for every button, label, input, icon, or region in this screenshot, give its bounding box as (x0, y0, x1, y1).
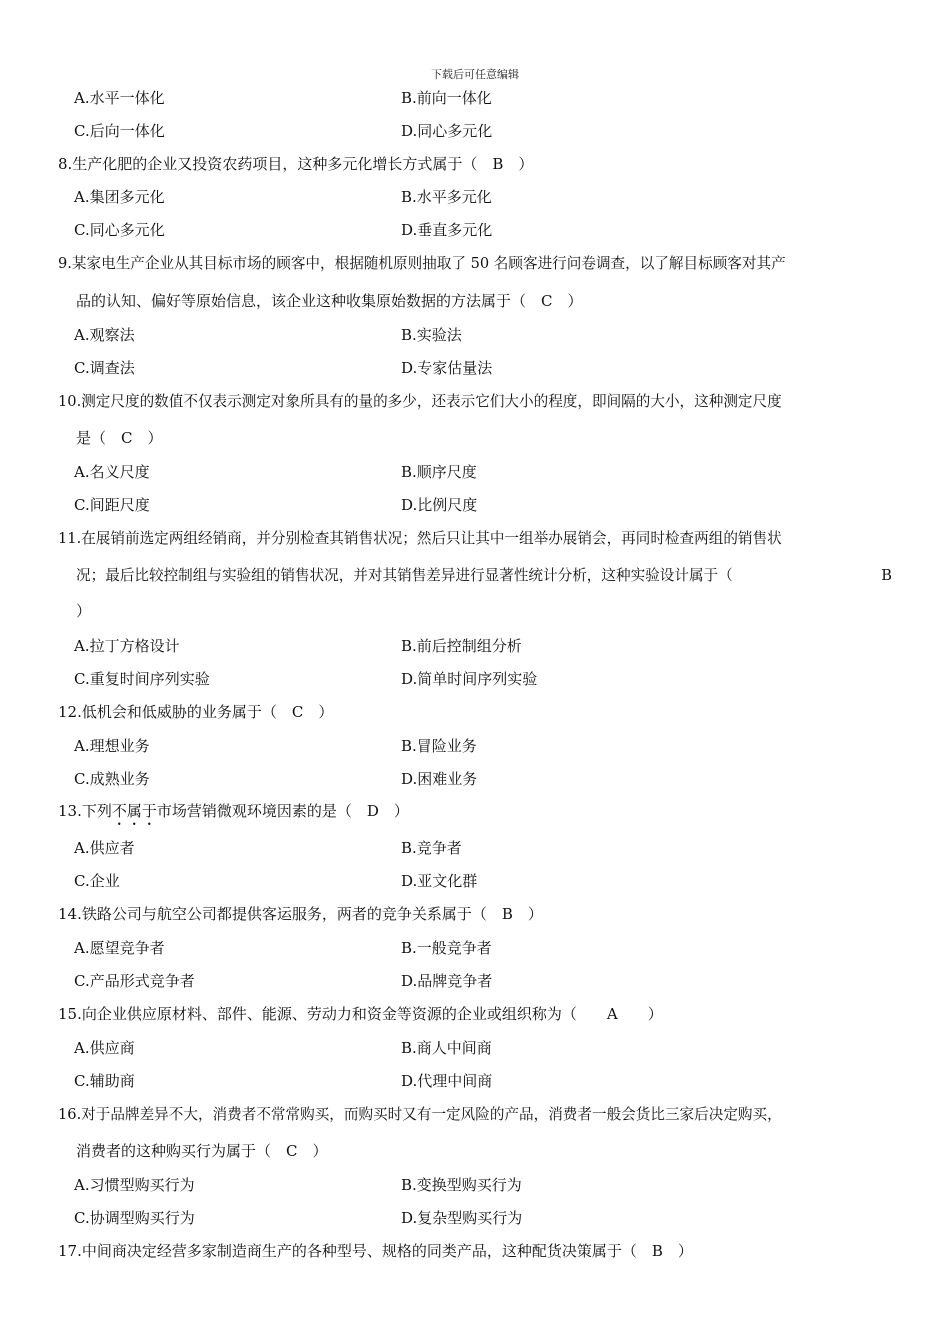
q15-option-c: C.辅助商 (74, 1072, 135, 1090)
q15-option-b: B.商人中间商 (401, 1039, 492, 1057)
q11-option-a: A.拉丁方格设计 (74, 637, 180, 655)
q16-option-a: A.习惯型购买行为 (74, 1176, 195, 1194)
q13-stem-emphasis: 不属于 (111, 802, 157, 820)
q11-option-c: C.重复时间序列实验 (74, 670, 210, 688)
q12-option-a: A.理想业务 (74, 737, 150, 755)
q16-option-c: C.协调型购买行为 (74, 1209, 195, 1227)
q11-stem-line2-text: 况；最后比较控制组与实验组的销售状况，并对其销售差异进行显著性统计分析，这种实验设计属于（ (76, 567, 733, 584)
q7-option-d: D.同心多元化 (401, 122, 493, 140)
q15-stem: 15.向企业供应原材料、部件、能源、劳动力和资金等资源的企业或组织称为（ A ） (58, 1005, 663, 1023)
q7-option-a: A.水平一体化 (74, 89, 165, 107)
q10-stem-line1: 10.测定尺度的数值不仅表示测定对象所具有的量的多少，还表示它们大小的程度，即间隔的大小，这种测定尺度 (58, 393, 782, 410)
q15-option-a: A.供应商 (74, 1039, 135, 1057)
page-header: 下载后可任意编辑 (431, 68, 519, 81)
q16-stem-line1: 16.对于品牌差异不大，消费者不常常购买，而购买时又有一定风险的产品，消费者一般会货比三家后决定购买， (58, 1106, 782, 1123)
q11-stem-line1: 11.在展销前选定两组经销商，并分别检查其销售状况；然后只让其中一组举办展销会，再同时检查两组的销售状 (58, 530, 782, 547)
q8-option-c: C.同心多元化 (74, 221, 165, 239)
q15-option-d: D.代理中间商 (401, 1072, 493, 1090)
q17-stem: 17.中间商决定经营多家制造商生产的各种型号、规格的同类产品，这种配货决策属于（ B ） (58, 1242, 693, 1260)
q9-stem-line2: 品的认知、偏好等原始信息，该企业这种收集原始数据的方法属于（ C ） (76, 292, 583, 310)
q7-option-c: C.后向一体化 (74, 122, 165, 140)
q12-option-d: D.困难业务 (401, 770, 478, 788)
q11-stem-line3: ） (76, 602, 92, 620)
q10-stem-line2: 是（ C ） (76, 429, 163, 447)
q13-option-d: D.亚文化群 (401, 872, 478, 890)
q10-option-b: B.顺序尺度 (401, 463, 477, 481)
q16-option-b: B.变换型购买行为 (401, 1176, 522, 1194)
q8-option-a: A.集团多元化 (74, 188, 165, 206)
q14-option-a: A.愿望竞争者 (74, 939, 165, 957)
q11-option-b: B.前后控制组分析 (401, 637, 522, 655)
q13-stem-pre: 13.下列 (58, 802, 112, 820)
q9-option-d: D.专家估量法 (401, 359, 493, 377)
q9-option-a: A.观察法 (74, 326, 135, 344)
q13-option-b: B.竞争者 (401, 839, 462, 857)
q10-option-d: D.比例尺度 (401, 496, 478, 514)
q12-option-b: B.冒险业务 (401, 737, 477, 755)
q11-option-d: D.简单时间序列实验 (401, 670, 538, 688)
q14-stem: 14.铁路公司与航空公司都提供客运服务，两者的竞争关系属于（ B ） (58, 905, 543, 923)
q9-stem-line1: 9.某家电生产企业从其目标市场的顾客中，根据随机原则抽取了 50 名顾客进行问卷调查，以了解目标顾客对其产 (58, 255, 786, 272)
q11-stem-line2 (58, 566, 892, 586)
q13-option-a: A.供应者 (74, 839, 135, 857)
q10-option-a: A.名义尺度 (74, 463, 150, 481)
q8-option-d: D.垂直多元化 (401, 221, 493, 239)
q9-option-c: C.调查法 (74, 359, 135, 377)
q9-option-b: B.实验法 (401, 326, 462, 344)
q14-option-c: C.产品形式竞争者 (74, 972, 195, 990)
q14-option-b: B.一般竞争者 (401, 939, 492, 957)
q12-stem: 12.低机会和低威胁的业务属于（ C ） (58, 703, 334, 721)
q16-option-d: D.复杂型购买行为 (401, 1209, 523, 1227)
q8-stem: 8.生产化肥的企业又投资农药项目，这种多元化增长方式属于（ B ） (58, 155, 534, 173)
q14-option-d: D.品牌竞争者 (401, 972, 493, 990)
q7-option-b: B.前向一体化 (401, 89, 492, 107)
q16-stem-line2: 消费者的这种购买行为属于（ C ） (76, 1142, 328, 1160)
q13-stem-post: 市场营销微观环境因素的是（ D ） (156, 802, 409, 820)
q10-option-c: C.间距尺度 (74, 496, 150, 514)
q13-stem (58, 801, 409, 829)
q13-option-c: C.企业 (74, 872, 120, 890)
q8-option-b: B.水平多元化 (401, 188, 492, 206)
q11-answer: B (881, 567, 892, 584)
q12-option-c: C.成熟业务 (74, 770, 150, 788)
